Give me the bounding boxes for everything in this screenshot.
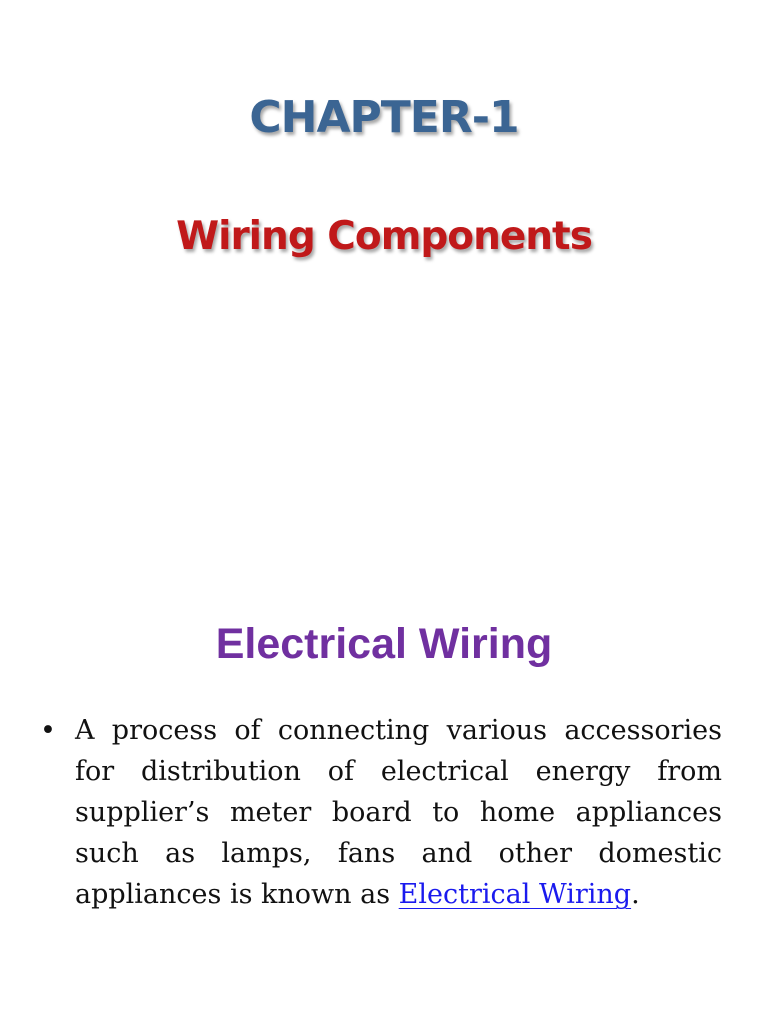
chapter-subtitle: Wiring Components	[176, 214, 592, 259]
bullet-list	[38, 710, 722, 915]
electrical-wiring-link[interactable]: Electrical Wiring	[398, 879, 632, 910]
section-heading: Electrical Wiring	[215, 620, 553, 668]
bullet-text: A process of connecting various accessories for distribution of electrical energy from supplier’s meter board to home appliances such as lamps, fans and other domestic appliances is known as	[75, 715, 722, 910]
bullet-icon: •	[40, 715, 56, 746]
list-item	[38, 710, 722, 915]
chapter-title: CHAPTER-1	[249, 92, 519, 143]
bullet-trailing-punctuation: .	[631, 879, 640, 910]
